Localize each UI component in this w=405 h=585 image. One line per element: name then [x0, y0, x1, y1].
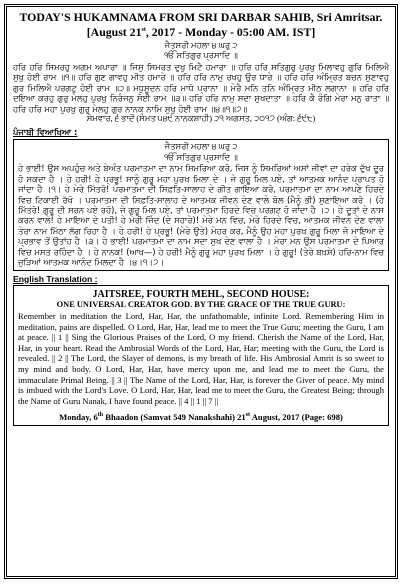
english-translation: Remember in meditation the Lord, Har, Har, the unfathomable, infinite Lord. Remembering Him in meditation, pains are dispelled. O Lord, Har, Har, lead me to meet the True Guru; meeting the Guru, I am at peace. || 1 || Sing the Glorious Praises of the Lord, O my friend. Cherish the Name of the Lord, Har, Har, in your heart. Read the Ambrosial Words of the Lord, Har, Har; meeting with the Guru, the Lord is revealed. || 2 || The Lord, the Slayer of demons, is my breath of life. His Ambrosial Amrit is so sweet to my mind and body. O Lord, Har, Har, have mercy upon me, and lead me to meet the Guru, the immaculate Primal Being. || 3 || The Name of the Lord, Har, Har, is forever the Giver of peace. My mind is imbued with the Lord's Love. O Lord, Har, Har, lead me to meet the Guru, the Greatest Being; through the Name of Guru Nanak, I have found peace. || 4 || 1 || 7 || [18, 311, 384, 406]
footer-day: Monday, 6 [59, 412, 98, 423]
punjabi-mool-mantar: ੴ ਸਤਿਗੁਰ ਪ੍ਰਸਾਦਿ ॥ [164, 152, 238, 162]
punjabi-raag-heading: ਜੈਤਸਰੀ ਮਹਲਾ ੪ ਘਰੁ ੨ [164, 142, 238, 152]
english-box [13, 285, 389, 427]
document-date [13, 24, 389, 39]
date-suffix: , 2017 - Monday - 05:00 AM. IST] [145, 24, 316, 39]
english-label: English Translation : [13, 273, 98, 284]
punjabi-box [13, 139, 389, 270]
english-heading: JAITSREE, FOURTH MEHL, SECOND HOUSE: [92, 288, 310, 300]
raag-heading: ਜੈਤਸਰੀ ਮਹਲਾ ੪ ਘਰੁ ੨ [164, 40, 238, 50]
footer-day-sup: th [97, 412, 104, 419]
footer-end: August, 2017 (Page: 698) [250, 412, 343, 423]
english-subheading: ONE UNIVERSAL CREATOR GOD. BY THE GRACE OF THE TRUE GURU: [56, 300, 346, 310]
mool-mantar: ੴ ਸਤਿਗੁਰ ਪ੍ਰਸਾਦਿ ॥ [164, 51, 238, 61]
footer-date-sup: st [245, 412, 251, 419]
date-sup: st [141, 27, 146, 33]
document-title: TODAY'S HUKAMNAMA FROM SRI DARBAR SAHIB, Sri Amritsar. [19, 10, 383, 24]
footer-date [18, 410, 384, 423]
date-prefix: [August 21 [86, 24, 142, 39]
hukamnama-document [4, 4, 398, 579]
punjabi-label: ਪੰਜਾਬੀ ਵਿਆਖਿਆ : [13, 127, 78, 138]
punjabi-translation: ਹੇ ਭਾਈ! ਉਸ ਅਪਹੁੰਚ ਅਤੇ ਬੇਅੰਤ ਪਰਮਾਤਮਾ ਦਾ ਨਾਮ ਸਿਮਰਿਆ ਕਰੋ, ਜਿਸ ਨੂੰ ਸਿਮਰਿਆਂ ਅਸਾਂ ਜੀਵਾਂ ਦਾ ਹਰੇਕ ਦੁੱਖ ਦੂਰ ਹੋ ਸਕਦਾ ਹੈ । ਹੇ ਹਰੀ! ਹੇ ਪ੍ਰਭੂ! ਸਾਨੂੰ ਗੁਰੂ ਮਹਾ ਪੁਰਖ ਮਿਲਾ ਦੇ । ਜੇ ਗੁਰੂ ਮਿਲ ਪਏ, ਤਾਂ ਆਤਮਕ ਆਨੰਦ ਪ੍ਰਾਪਤ ਹੋ ਜਾਂਦਾ ਹੈ ।੧। ਹੇ ਮੇਰੇ ਮਿੱਤਰੋ! ਪਰਮਾਤਮਾ ਦੀ ਸਿਫ਼ਤਿ-ਸਾਲਾਹ ਦੇ ਗੀਤ ਗਾਇਆ ਕਰੋ, ਪਰਮਾਤਮਾ ਦਾ ਨਾਮ ਆਪਣੇ ਹਿਰਦੇ ਵਿਚ ਟਿਕਾਈ ਰੱਖੋ । ਪਰਮਾਤਮਾ ਦੀ ਸਿਫ਼ਤਿ-ਸਾਲਾਹ ਦੇ ਆਤਮਕ ਜੀਵਨ ਦੇਣ ਵਾਲੇ ਬੋਲ (ਮੈਨੂੰ ਭੀ) ਸੁਣਾਇਆ ਕਰੋ । (ਹੇ ਮਿੱਤਰੋ! ਗੁਰੂ ਦੀ ਸਰਨ ਪਏ ਰਹੋ), ਜੇ ਗੁਰੂ ਮਿਲ ਪਏ, ਤਾਂ ਪਰਮਾਤਮਾ ਹਿਰਦੇ ਵਿਚ ਪਰਗਟ ਹੋ ਜਾਂਦਾ ਹੈ ।੨। ਹੇ ਦੂਤਾਂ ਦੇ ਨਾਸ ਕਰਨ ਵਾਲੇ! ਹੇ ਮਾਇਆ ਦੇ ਪਤੀ! ਹੇ ਮੇਰੀ ਜਿੰਦ (ਦੇ ਸਹਾਰੇ)! ਮੇਰੇ ਮਨ ਵਿਚ, ਮੇਰੇ ਹਿਰਦੇ ਵਿਚ, ਆਤਮਕ ਜੀਵਨ ਦੇਣ ਵਾਲਾ ਤੇਰਾ ਨਾਮ ਮਿੱਠਾ ਲੱਗ ਰਿਹਾ ਹੈ । ਹੇ ਹਰੀ! ਹੇ ਪ੍ਰਭੂ! (ਮੇਰੇ ਉਤੇ) ਮੇਹਰ ਕਰ, ਮੈਨੂੰ ਉਹ ਮਹਾ ਪੁਰਖ ਗੁਰੂ ਮਿਲਾ ਜੋ ਮਾਇਆ ਦੇ ਪ੍ਰਭਾਵ ਤੋਂ ਉਤਾਂਹ ਹੈ ।੩। ਹੇ ਭਾਈ! ਪਰਮਾਤਮਾ ਦਾ ਨਾਮ ਸਦਾ ਸੁਖ ਦੇਣ ਵਾਲਾ ਹੈ । ਮੇਰਾ ਮਨ ਉਸ ਪਰਮਾਤਮਾ ਦੇ ਪਿਆਰ ਵਿਚ ਮਸਤ ਰਹਿੰਦਾ ਹੈ । ਹੇ ਨਾਨਕ! (ਆਖ—) ਹੇ ਹਰੀ! ਮੈਨੂੰ ਗੁਰੂ ਮਹਾ ਪੁਰਖ ਮਿਲਾ । ਹੇ ਗੁਰੂ! (ਤੇਰੇ ਬਖ਼ਸ਼ੇ) ਹਰਿ-ਨਾਮ ਵਿਚ ਜੁੜਿਆਂ ਆਤਮਕ ਆਨੰਦ ਮਿਲਦਾ ਹੈ ।੪।੧।੭। [18, 163, 384, 268]
hukam-date-line: ਸੋਮਵਾਰ, ੬ ਭਾਦੋਂ (ਸੰਮਤ ੫੪੯ ਨਾਨਕਸ਼ਾਹੀ) ੨੧ ਅਗਸਤ, ੨੦੧੭ (ਅੰਗ: ੬੯੮) [86, 113, 316, 123]
footer-middle: Bhaadon (Samvat 549 Nanakshahi) 21 [103, 412, 246, 423]
hukam-text: ਹਰਿ ਹਰਿ ਸਿਮਰਹੁ ਅਗਮ ਅਪਾਰਾ ॥ ਜਿਸੁ ਸਿਮਰਤ ਦੁਖੁ ਮਿਟੈ ਹਮਾਰਾ ॥ ਹਰਿ ਹਰਿ ਸਤਿਗੁਰੁ ਪੁਰਖੁ ਮਿਲਾਵਹੁ ਗੁਰਿ ਮਿਲਿਐ ਸੁਖੁ ਹੋਈ ਰਾਮ ॥੧॥ ਹਰਿ ਗੁਣ ਗਾਵਹੁ ਮੀਤ ਹਮਾਰੇ ॥ ਹਰਿ ਹਰਿ ਨਾਮੁ ਰਖਹੁ ਉਰ ਧਾਰੇ ॥ ਹਰਿ ਹਰਿ ਅੰਮ੍ਰਿਤ ਬਚਨ ਸੁਣਾਵਹੁ ਗੁਰ ਮਿਲਿਐ ਪਰਗਟੁ ਹੋਈ ਰਾਮ ॥੨॥ ਮਧੁਸੂਦਨ ਹਰਿ ਮਾਧੋ ਪ੍ਰਾਨਾ ॥ ਮੇਰੈ ਮਨਿ ਤਨਿ ਅੰਮ੍ਰਿਤ ਮੀਠ ਲਗਾਨਾ ॥ ਹਰਿ ਹਰਿ ਦਇਆ ਕਰਹੁ ਗੁਰੁ ਮੇਲਹੁ ਪੁਰਖੁ ਨਿਰੰਜਨੁ ਸੋਈ ਰਾਮ ॥੩॥ ਹਰਿ ਹਰਿ ਨਾਮੁ ਸਦਾ ਸੁਖਦਾਤਾ ॥ ਹਰਿ ਕੈ ਰੰਗਿ ਮੇਰਾ ਮਨੁ ਰਾਤਾ ॥ ਹਰਿ ਹਰਿ ਮਹਾ ਪੁਰਖੁ ਗੁਰੁ ਮੇਲਹੁ ਗੁਰ ਨਾਨਕ ਨਾਮਿ ਸੁਖੁ ਹੋਈ ਰਾਮ ॥੪॥੧॥੭॥ [13, 61, 389, 114]
